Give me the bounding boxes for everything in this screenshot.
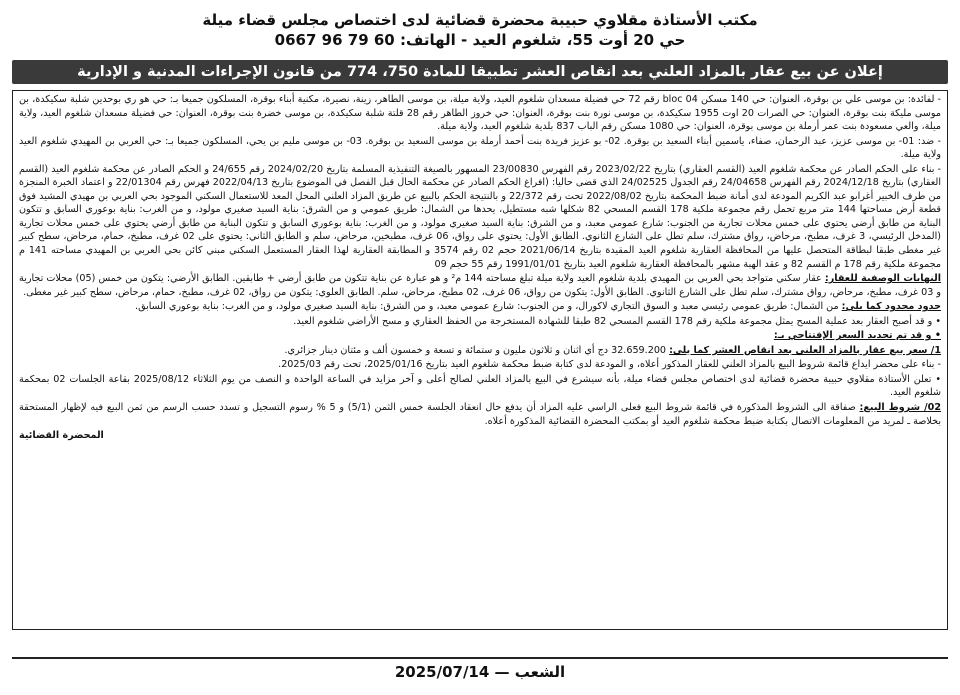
office-header: [12, 10, 948, 50]
publication-name: الشعب: [514, 663, 566, 681]
announcement-page: [12, 10, 948, 685]
section-judgment: - بناء على الحكم الصادر عن محكمة شلغوم العيد (القسم العقاري) بتاريخ 2023/02/22 رقم الفهرس 23/00830 المسهور بالصيغة التنفيذية المسلمة بتاريخ 2024/02/20 رقم 24/655 و الحكم الصادر عن محكمة شلغوم العيد (القسم العقاري) بتاريخ 2024/12/18 رقم الفهرس 24/04658 رقم الجدول 24/02525 الذي قضى حاليا: (افراغ الحكم الصادر عن محكمة الحال قبل الفصل في الموضوع بتاريخ 2022/04/13 فهرس رقم 22/01304 و اعتماد الخبرة المنجزة من طرف الخبير أغرابو عبد الكريم المودعة لدى أمانة ضبط المحكمة بتاريخ 2022/08/02 تحت رقم 22/372 و بالنتيجة الحكم بالبيع عن طريق المزاد العلني المحل المعد للاستعمال السكني الموجود بحي العربي بن مهيدي المشيد فوق قطعة أرض مساحتها 144 متر مربع تحمل رقم مجموعة ملكية 178 القسم المسحي 82 شكلها شبه مستطيل، يحدها من الشمال: طريق عمومي و من الشرق: بناية السيد صغيري مولود، و من الغرب: بناية بوعوري السابق و تتكون البناية من طابق أرضي يحتوي على خمس محلات تجارية من الجنوب: شارع عمومي معبد، و من الشرق: بناية السيد صغيري مولود، و من الغرب: بناية بوعوري السابق و تتكون البناية من طابق أرضي يحتوي على خمس محلات تجارية (المدخل الرئيسي، 3 غرف، مطبخ، مرحاض، رواق مشترك، سلم تطل على الشارع الثانوي. الطابق الأول: يحتوي على رواق، 06 غرف، مطبخين، مرحاض، سلم و الطابق الثاني: يحتوي على 02 غرف، مطبخ، حمام، مرحاض، سطح كبير غير مغطى طبقا لبطاقة المتحصل عليها من المحافظة العقارية شلغوم العيد المقيدة بتاريخ 2021/06/14 حجم 02 رقم 3574 و المطابقة العقارية لهذا العقار المستعمل السكني مبني كائن بحي العربي بن المهيدي مساحته 141 م مجموعة ملكية رقم 178 م القسم 82 و عقد الهبة مشهر بالمحافظة العقارية شلغوم العيد بتاريخ 1991/01/01 رقم 55 حجم 09: [19, 163, 942, 270]
section-defendants: - ضد: 01- بن موسى عزيز، عبد الرحمان، صفاء، ياسمين أبناء السعيد بن بوقرة. 02- بو عزيز فريدة بنت أحمد أرملة بن موسى السعيد بن بوقرة. 03- بن موسى مليم بن يحي، المسلكون جميعا بـ: حي العربي بن المهيدي شلغوم العيد ولاية ميلة.: [19, 135, 941, 161]
section-cadastre: • و قد أصبح العقار بعد عملية المسح يمثل مجموعة ملكية رقم 178 القسم المسحي 82 طبقا للشهادة المستخرجة من الحفظ العقاري و مسح الأراضي شلغوم العيد.: [293, 315, 941, 327]
announcement-title: إعلان عن بيع عقار بالمزاد العلني بعد انقاص العشر تطبيقا للمادة 750، 774 من قانون الإجراءات المدنية و الإدارية: [12, 60, 948, 84]
publication-footer: الشعب — 2025/07/14: [12, 657, 948, 685]
section-auction-date: • تعلن الأستاذة مقلاوي حبيبة محضرة قضائية لدى اختصاص مجلس قضاء ميلة، بأنه سيشرع في البيع بالمزاد العلني لصالح أعلى و آخر مزايد في الساعة الواحدة و النصف من يوم الثلاثاء 2025/08/12 بقاعة الجلسات 02 بمحكمة شلغوم العيد.: [19, 373, 941, 399]
signature: المحضرة القضائية: [19, 430, 104, 442]
office-name: مكتب الأستاذة مقلاوي حبيبة محضرة قضائية لدى اختصاص مجلس قضاء ميلة: [202, 11, 758, 29]
publication-date: 2025/07/14: [394, 663, 490, 681]
section-boundaries: حدود محدود كما يلي: من الشمال: طريق عمومي رئيسي معبد و السوق التجاري لاكورال، و من الجنوب: شارع عمومي معبد، و من الشرق: بناية السيد صغيري مولود، و من الغرب: بناية بوعوري السابق.: [135, 301, 941, 313]
office-address: حي 20 أوت 55، شلغوم العيد - الهاتف: 60 79 96 0667: [274, 31, 686, 49]
announcement-body: [12, 90, 948, 630]
section-description: النهايات الوصفية للعقار: عقار سكني متواجد بحي العربي بن المهيدي بلدية شلغوم العيد ولاية ميلة تبلغ مساحته 144 م² و هو عبارة عن بناية تتكون من طابق أرضي + طابقين. الطابق الأرضي: يتكون من خمس (05) محلات تجارية و 03 غرف، مطبخ، مرحاض، رواق مشترك، سلم تطل على الشارع الثانوي. الطابق الأول: يتكون من رواق، 06 غرف، 02 مطبخ، مرحاض، سلم. الطابق العلوي: يتكون من رواق، 02 غرف، مطبخ، حمام، مرحاض، سطح كبير غير مغطى.: [19, 273, 941, 298]
section-opening-price-label: • و قد تم تحديد السعر الإفتتاحي بـ:: [773, 330, 941, 342]
section-price: 1/ سعر بيع عقار بالمزاد العلني بعد انقاص العشر كما يلي: 32.659.200 دج أي اثنان و ثلاثون مليون و ستمائة و تسعة و خمسون ألف و مئتان دينار جزائري.: [284, 344, 941, 356]
section-sale-conditions: 02/ شروط البيع: صفاقة الى الشروط المذكورة في قائمة شروط البيع فعلى الراسي عليه المزاد أن يدفع حال انعقاد الجلسة خمس الثمن (5/1) و 5 % رسوم التسجيل و تسدد حسب الرسم من ثمن البيع فيه لإظهار المستحقة بخلاصة ـ لمريد من المعلومات الاتصال بكتابة ضبط محكمة شلغوم العيد أو بمكتب المحضرة القضائية المذكورة أعلاه.: [19, 402, 941, 427]
section-beneficiaries: - لفائدة: بن موسى علي بن بوقرة، العنوان: حي 140 مسكن bloc 04 رقم 72 حي فضيلة مسعدان شلغوم العيد، ولاية ميلة، بن موسى الطاهر، زينة، نصيرة، مكنية أبناء بوقرة، المسلكون جميعا بـ: حي هو ري بوحدين شلبة سكيكدة، بن موسى مليكة بنت بوقرة، العنوان: حي الصرات 20 اوت 1955 سكيكدة، بن موسى نورة بنت بوقرة، العنوان: حي خروز الطاهر رقم 28 قلتة شلبة سكيكدة، بن موسى خضرة بنت بوقرة، العنوان: حي فضيلة مسعدان شلغوم العيد، ولاية ميلة، والعي مسعودة بنت عمر أرملة بن موسى بوقرة، العنوان: حي 1080 مسكن رقم الباب 837 بلدية شلغوم العيد، ولاية ميلة.: [19, 94, 941, 133]
section-deposit: - بناء على محضر ايداع قائمة شروط البيع بالمزاد العلني للعقار المذكور أعلاه، و المودعة لدى كتابة ضبط محكمة شلغوم العيد بتاريخ 2025/01/16، تحت رقم 2025/03.: [278, 359, 941, 371]
